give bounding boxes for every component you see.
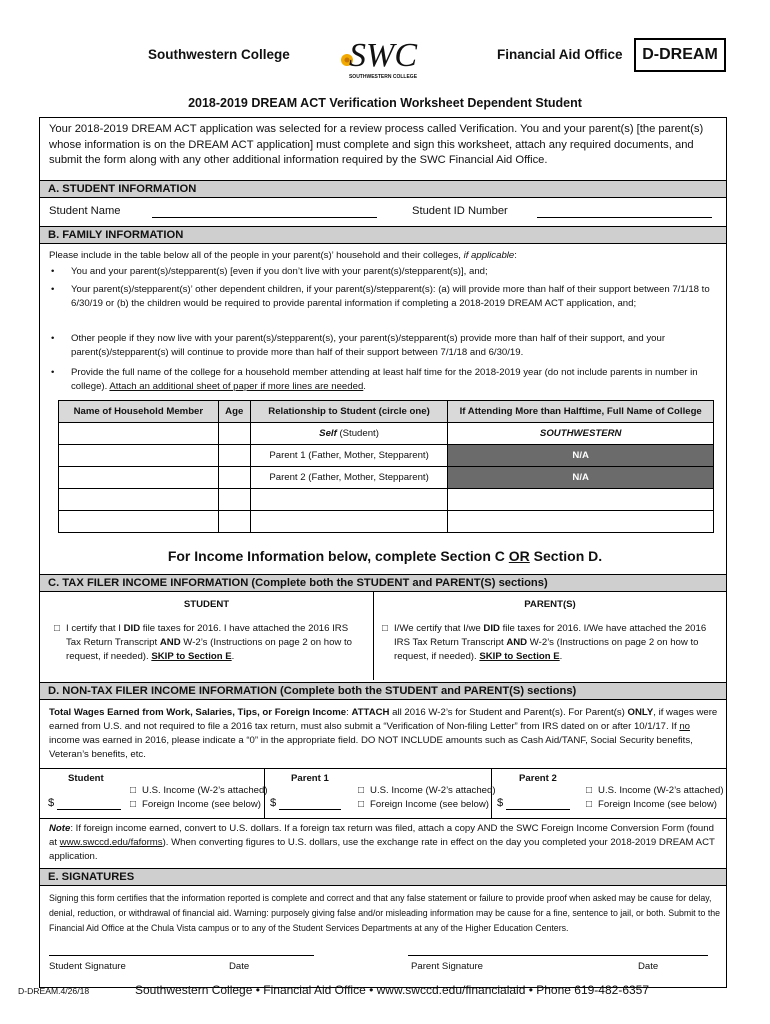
- member-age-cell[interactable]: [218, 511, 250, 533]
- parent2-us-checkbox[interactable]: □: [586, 785, 593, 796]
- household-table: [58, 400, 714, 533]
- table-row: [59, 467, 714, 489]
- parents-col-title: PARENT(S): [524, 599, 576, 610]
- table-header-name: Name of Household Member: [59, 401, 219, 423]
- student-foreign-checkbox[interactable]: □: [130, 799, 137, 810]
- relationship-cell[interactable]: [250, 511, 448, 533]
- member-age-cell[interactable]: [218, 467, 250, 489]
- parent2-income-field[interactable]: [506, 797, 570, 810]
- student-name-label: Student Name: [49, 205, 121, 217]
- student-id-field[interactable]: [537, 205, 712, 218]
- footer-contact: Southwestern College • Financial Aid Office • www.swccd.edu/financialaid • Phone 619-482-6357: [135, 983, 650, 997]
- student-tax-checkbox[interactable]: □: [54, 623, 60, 634]
- income-bottom-rule: [40, 818, 726, 819]
- member-name-cell[interactable]: [59, 511, 219, 533]
- income-parent1-label: Parent 1: [291, 773, 329, 784]
- parent1-dollar: $: [270, 797, 277, 809]
- logo-mark: SWC: [349, 37, 417, 74]
- bullet-3: • Other people if they now live with your parent(s)/stepparent(s), your parent(s)/stepparent(s) provide more than half of their support, and your parent(s)/stepparent(s) will continue to provide more than half of their support between 7/1/18 and 6/30/19.: [51, 333, 666, 358]
- parent1-income-field[interactable]: [279, 797, 341, 810]
- section-e-header: E. SIGNATURES: [40, 868, 726, 886]
- parent-tax-statement: □ I/We certify that I/we DID file taxes for 2016. I/We have attached the 2016 IRS Tax Return Transcript AND W-2’s (Instructions on page 2 on how to request, if needed). SKIP to Section E.: [382, 623, 707, 662]
- family-lead-text: Please include in the table below all of the people in your parent(s)’ household and their colleges, if applicable:: [49, 250, 517, 261]
- parent1-us-income: □ U.S. Income (W-2’s attached): [358, 785, 496, 796]
- section-d-header: D. NON-TAX FILER INCOME INFORMATION (Complete both the STUDENT and PARENT(S) sections): [40, 682, 726, 700]
- student-signature-label: Student Signature: [49, 961, 126, 972]
- section-c-header: C. TAX FILER INCOME INFORMATION (Complete both the STUDENT and PARENT(S) sections): [40, 574, 726, 592]
- income-heading: For Income Information below, complete Section C OR Section D.: [167, 548, 603, 564]
- college-self: SOUTHWESTERN: [448, 423, 714, 445]
- relationship-parent-2[interactable]: Parent 2 (Father, Mother, Stepparent): [250, 467, 448, 489]
- member-age-cell[interactable]: [218, 445, 250, 467]
- bullet-2: • Your parent(s)/stepparent(s)’ other dependent children, if your parent(s)/stepparent(s): (a) will provide more than half of their support between 7/1/18 to 6/30/19 or (b) the children would be required to provide parental information if completing a 2018-2019 DREAM ACT application, and;: [51, 284, 710, 309]
- table-row: [59, 423, 714, 445]
- parent1-us-checkbox[interactable]: □: [358, 785, 365, 796]
- table-header-age: Age: [218, 401, 250, 423]
- member-name-cell[interactable]: [59, 445, 219, 467]
- college-na-2: N/A: [448, 467, 714, 489]
- student-date-label: Date: [229, 961, 250, 972]
- bullet-4: • Provide the full name of the college for a household member attending at least half time for the 2018-2019 year (do not include parents in number in college). Attach an additional sheet of paper if more lines are needed.: [51, 367, 698, 392]
- member-name-cell[interactable]: [59, 489, 219, 511]
- office-name: Financial Aid Office: [497, 47, 623, 62]
- table-header-college: If Attending More than Halftime, Full Name of College: [448, 401, 714, 423]
- student-tax-statement: □ I certify that I DID file taxes for 2016. I have attached the 2016 IRS Tax Return Transcript AND W-2’s (Instructions on page 2 on how to request, if needed). SKIP to Section E.: [54, 623, 353, 662]
- parent2-foreign-checkbox[interactable]: □: [586, 799, 593, 810]
- parent-signature-label: Parent Signature: [411, 961, 483, 972]
- swc-logo: [333, 30, 433, 82]
- member-age-cell[interactable]: [218, 489, 250, 511]
- parent-tax-checkbox[interactable]: □: [382, 623, 388, 634]
- section-a-header: A. STUDENT INFORMATION: [40, 180, 726, 198]
- member-name-cell[interactable]: [59, 467, 219, 489]
- student-us-checkbox[interactable]: □: [130, 785, 137, 796]
- member-age-cell[interactable]: [218, 423, 250, 445]
- parent1-foreign-income: □ Foreign Income (see below): [358, 799, 489, 810]
- parent2-dollar: $: [497, 797, 504, 809]
- parent1-foreign-checkbox[interactable]: □: [358, 799, 365, 810]
- college-na-1: N/A: [448, 445, 714, 467]
- income-top-rule: [40, 768, 726, 769]
- relationship-self: Self (Student): [250, 423, 448, 445]
- college-cell[interactable]: [448, 511, 714, 533]
- parent-signature-line[interactable]: [408, 955, 708, 956]
- student-foreign-income: □ Foreign Income (see below): [130, 799, 261, 810]
- income-student-label: Student: [68, 773, 104, 784]
- footer-form-code: D-DREAM.4/26/18: [18, 986, 90, 996]
- income-parent2-label: Parent 2: [519, 773, 557, 784]
- page-title: 2018-2019 DREAM ACT Verification Worksheet Dependent Student: [188, 96, 582, 110]
- table-header-relationship: Relationship to Student (circle one): [250, 401, 448, 423]
- parent2-foreign-income: □ Foreign Income (see below): [586, 799, 717, 810]
- member-name-cell[interactable]: [59, 423, 219, 445]
- section-b-header: B. FAMILY INFORMATION: [40, 226, 726, 244]
- relationship-parent-1[interactable]: Parent 1 (Father, Mother, Stepparent): [250, 445, 448, 467]
- non-tax-paragraph: Total Wages Earned from Work, Salaries, Tips, or Foreign Income: ATTACH all 2016 W-2’s for Student and Parent(s). For Parent(s) ONLY, if wages were earned from U.S. and not required to file a 2016 tax return, must also submit a “Verification of Non-filing Letter” from IRS dated on or after 10/1/17. If no income was earned in 2016, please indicate a “0” in the appropriate field. DO NOT INCLUDE amounts such as Cash Aid/TANF, Social Security benefits, Veteran’s benefits, etc.: [49, 707, 718, 760]
- faforms-link[interactable]: www.swccd.edu/faforms: [59, 837, 163, 848]
- table-row: [59, 445, 714, 467]
- college-cell[interactable]: [448, 489, 714, 511]
- student-dollar: $: [48, 797, 55, 809]
- student-us-income: □ U.S. Income (W-2’s attached): [130, 785, 268, 796]
- logo-subtitle: SOUTHWESTERN COLLEGE: [348, 74, 418, 80]
- parent-date-label: Date: [638, 961, 659, 972]
- table-row: [59, 511, 714, 533]
- parent2-us-income: □ U.S. Income (W-2’s attached): [586, 785, 724, 796]
- signature-certification: Signing this form certifies that the information reported is complete and correct and that any false statement or failure to provide proof when asked may be cause for delay, denial, reduction, or withdrawal of financial aid. Warning: purposely giving false and/or misleading information may be cause for a fine, sentence to jail, or both. Submit to the Financial Aid Office at the Chula Vista campus or to any of the Student Services Departments at any of the Higher Education Centers.: [49, 893, 721, 933]
- student-id-label: Student ID Number: [412, 205, 508, 217]
- foreign-income-note: Note: If foreign income earned, convert to U.S. dollars. If a foreign tax return was filed, attach a copy AND the SWC Foreign Income Conversion Form (found at www.swccd.edu/faforms). When converting figures to U.S. dollars, use the exchange rate in effect on the day you completed your 2018-2019 DREAM ACT application.: [49, 823, 715, 862]
- student-col-title: STUDENT: [183, 599, 230, 610]
- college-name: Southwestern College: [148, 47, 290, 62]
- form-code-box: D-DREAM: [634, 38, 726, 72]
- intro-paragraph: Your 2018-2019 DREAM ACT application was selected for a review process called Verification. You and your parent(s) [the parent(s) whose information is on the DREAM ACT application] must complete and sign this worksheet, attach any required documents, and submit the form along with any other additional information required by the SWC Financial Aid Office.: [49, 123, 704, 166]
- student-name-field[interactable]: [152, 205, 377, 218]
- student-signature-line[interactable]: [49, 955, 314, 956]
- student-income-field[interactable]: [57, 797, 121, 810]
- table-row: [59, 489, 714, 511]
- relationship-cell[interactable]: [250, 489, 448, 511]
- bullet-1: • You and your parent(s)/stepparent(s) [even if you don’t live with your parent(s)/stepparent(s)], and;: [51, 266, 488, 277]
